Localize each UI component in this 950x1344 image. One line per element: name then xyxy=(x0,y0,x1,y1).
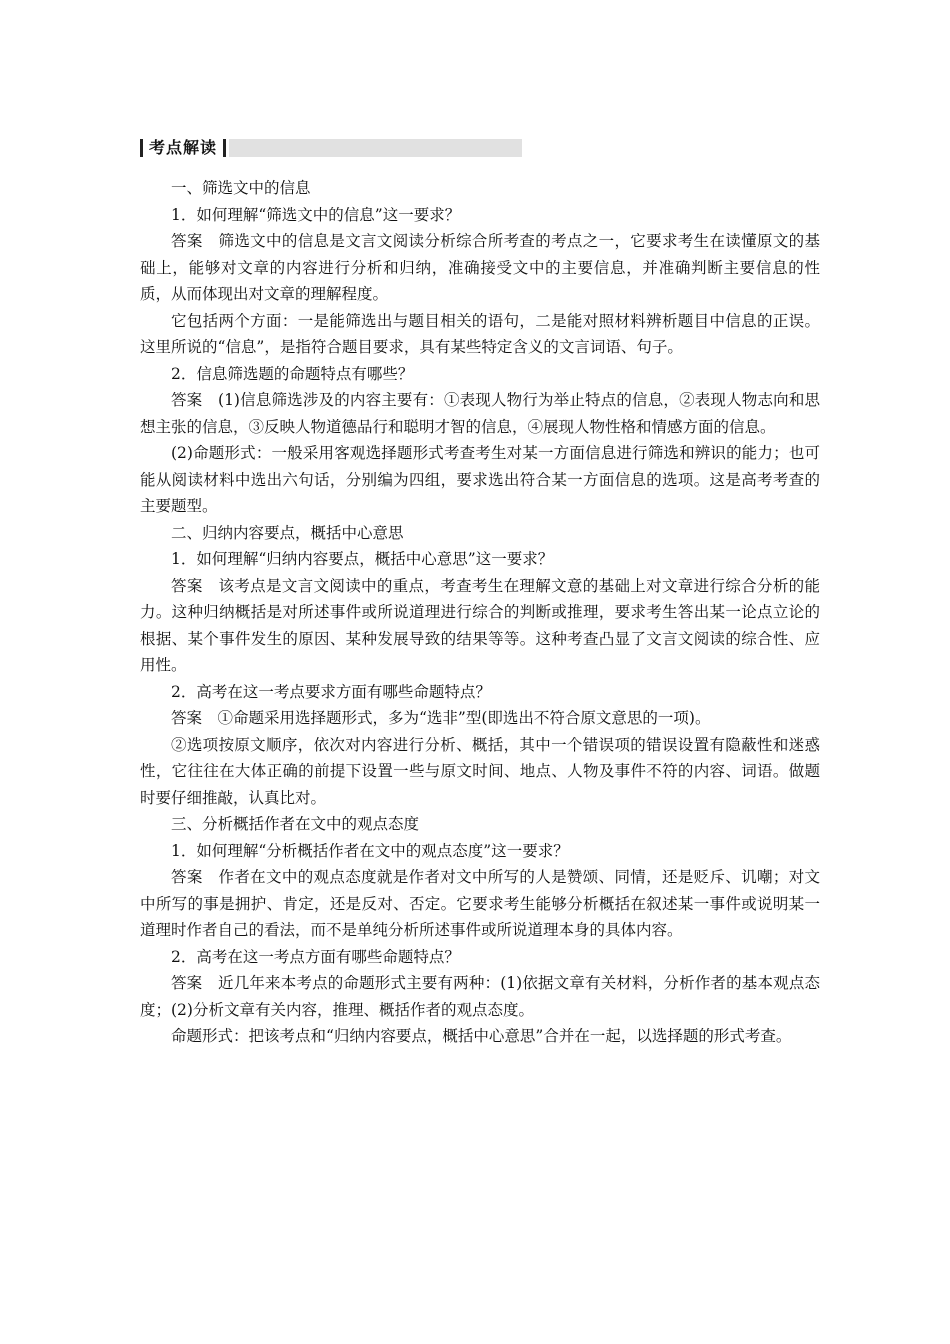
header-fill-band xyxy=(229,139,522,157)
question-1-1: 1．如何理解“筛选文中的信息”这一要求？ xyxy=(171,205,461,224)
question-3-1: 1．如何理解“分析概括作者在文中的观点态度”这一要求？ xyxy=(171,841,569,860)
question-3-2: 2．高考在这一考点方面有哪些命题特点？ xyxy=(171,947,460,966)
section-heading-2: 二、归纳内容要点，概括中心意思 xyxy=(171,523,404,542)
paragraph-question-form-3: 命题形式：把该考点和“归纳内容要点，概括中心意思”合并在一起，以选择题的形式考查。 xyxy=(171,1027,792,1045)
paragraph-info-aspects: 它包括两个方面：一是能筛选出与题目相关的语句，二是能对照材料辨析题目中信息的正误。这里所说的“信息”，是指符合题目要求，具有某些特定含义的文言词语、句子。 xyxy=(140,311,820,356)
header-right-bar xyxy=(223,139,226,157)
answer-2-2: 答案 ①命题采用选择题形式，多为“选非”型(即选出不符合原文意思的一项)。 xyxy=(171,709,711,727)
question-2-1: 1．如何理解“归纳内容要点，概括中心意思”这一要求？ xyxy=(171,550,554,568)
paragraph-option-order: ②选项按原文顺序，依次对内容进行分析、概括，其中一个错误项的错误设置有隐蔽性和迷惑性，它往往在大体正确的前提下设置一些与原文时间、地点、人物及事件不符的内容、词语。做题时要仔细推敲，认真比对。 xyxy=(140,735,820,807)
section-title: 考点解读 xyxy=(149,138,218,157)
answer-1-1: 答案 筛选文中的信息是文言文阅读分析综合所考查的考点之一，它要求考生在读懂原文的基础上，能够对文章的内容进行分析和归纳，准确接受文中的主要信息，并准确判断主要信息的性质，从而体现出对文章的理解程度。 xyxy=(140,232,820,303)
paragraph-question-form-1: (2)命题形式：一般采用客观选择题形式考查考生对某一方面信息进行筛选和辨识的能力；也可能从阅读材料中选出六句话，分别编为四组，要求选出符合某一方面信息的选项。这是高考考查的主要题型。 xyxy=(140,444,820,515)
answer-1-2: 答案 (1)信息筛选涉及的内容主要有：①表现人物行为举止特点的信息，②表现人物志向和思想主张的信息，③反映人物道德品行和聪明才智的信息，④展现人物性格和情感方面的信息。 xyxy=(140,391,820,436)
section-heading-1: 一、筛选文中的信息 xyxy=(171,179,311,197)
question-2-2: 2．高考在这一考点要求方面有哪些命题特点？ xyxy=(171,682,491,701)
section-header xyxy=(140,138,522,158)
answer-3-1: 答案 作者在文中的观点态度就是作者对文中所写的人是赞颂、同情，还是贬斥、讥嘲；对文中所写的事是拥护、肯定，还是反对、否定。它要求考生能够分析概括在叙述某一事件或说明某一道理时作者自己的看法，而不是单纯分析所述事件或所说道理本身的具体内容。 xyxy=(140,868,820,939)
question-1-2: 2．信息筛选题的命题特点有哪些？ xyxy=(171,364,414,383)
document-body xyxy=(140,175,820,1050)
answer-2-1: 答案 该考点是文言文阅读中的重点，考查考生在理解文意的基础上对文章进行综合分析的能力。这种归纳概括是对所述事件或所说道理进行综合的判断或推理，要求考生答出某一论点立论的根据、某个事件发生的原因、某种发展导致的结果等等。这种考查凸显了文言文阅读的综合性、应用性。 xyxy=(140,576,820,674)
section-heading-3: 三、分析概括作者在文中的观点态度 xyxy=(171,815,420,833)
answer-3-2: 答案 近几年来本考点的命题形式主要有两种：(1)依据文章有关材料，分析作者的基本观点态度；(2)分析文章有关内容，推理、概括作者的观点态度。 xyxy=(140,974,820,1019)
